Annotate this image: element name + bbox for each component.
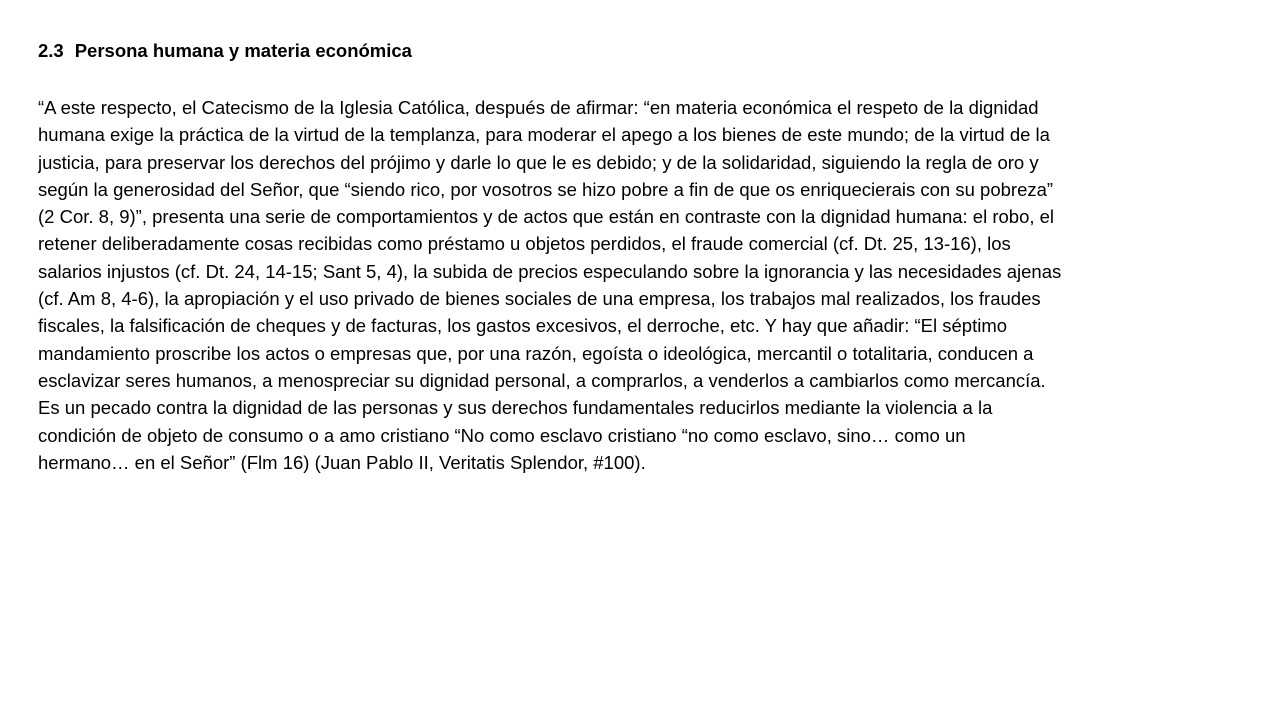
body-line: según la generosidad del Señor, que “siendo rico, por vosotros se hizo pobre a fin de que os enriquecierais con su pobreza” bbox=[38, 178, 1054, 200]
body-line: humana exige la práctica de la virtud de la templanza, para moderar el apego a los bienes de este mundo; de la virtud de la bbox=[38, 124, 1050, 146]
body-line: mandamiento proscribe los actos o empresas que, por una razón, egoísta o ideológica, mercantil o totalitaria, conducen a bbox=[38, 342, 1034, 364]
section-title: Persona humana y materia económica bbox=[74, 40, 412, 61]
body-paragraph bbox=[38, 94, 1250, 476]
section-number: 2.3 bbox=[38, 40, 64, 61]
body-line: hermano… en el Señor” (Flm 16) (Juan Pablo II, Veritatis Splendor, #100). bbox=[38, 451, 646, 473]
body-line: esclavizar seres humanos, a menospreciar su dignidad personal, a comprarlos, a venderlos a cambiarlos como mercancía. bbox=[38, 369, 1046, 391]
section-heading bbox=[38, 39, 412, 63]
body-line: “A este respecto, el Catecismo de la Iglesia Católica, después de afirmar: “en materia económica el respeto de la dignidad bbox=[38, 97, 1039, 118]
body-line: retener deliberadamente cosas recibidas como préstamo u objetos perdidos, el fraude comercial (cf. Dt. 25, 13-16), los bbox=[38, 233, 1011, 255]
body-line: (2 Cor. 8, 9)”, presenta una serie de comportamientos y de actos que están en contraste con la dignidad humana: el robo, el bbox=[38, 206, 1055, 228]
body-line: fiscales, la falsificación de cheques y de facturas, los gastos excesivos, el derroche, etc. Y hay que añadir: “El séptimo bbox=[38, 315, 1008, 337]
body-line: salarios injustos (cf. Dt. 24, 14-15; Sant 5, 4), la subida de precios especulando sobre la ignorancia y las necesidades ajenas bbox=[38, 260, 1062, 282]
body-line: justicia, para preservar los derechos del prójimo y darle lo que le es debido; y de la solidaridad, siguiendo la regla de oro y bbox=[38, 151, 1039, 173]
body-line: (cf. Am 8, 4-6), la apropiación y el uso privado de bienes sociales de una empresa, los trabajos mal realizados, los fraudes bbox=[38, 288, 1041, 310]
body-line: condición de objeto de consumo o a amo cristiano “No como esclavo cristiano “no como esclavo, sino… como un bbox=[38, 424, 966, 446]
body-line: Es un pecado contra la dignidad de las personas y sus derechos fundamentales reducirlos mediante la violencia a la bbox=[38, 397, 993, 419]
